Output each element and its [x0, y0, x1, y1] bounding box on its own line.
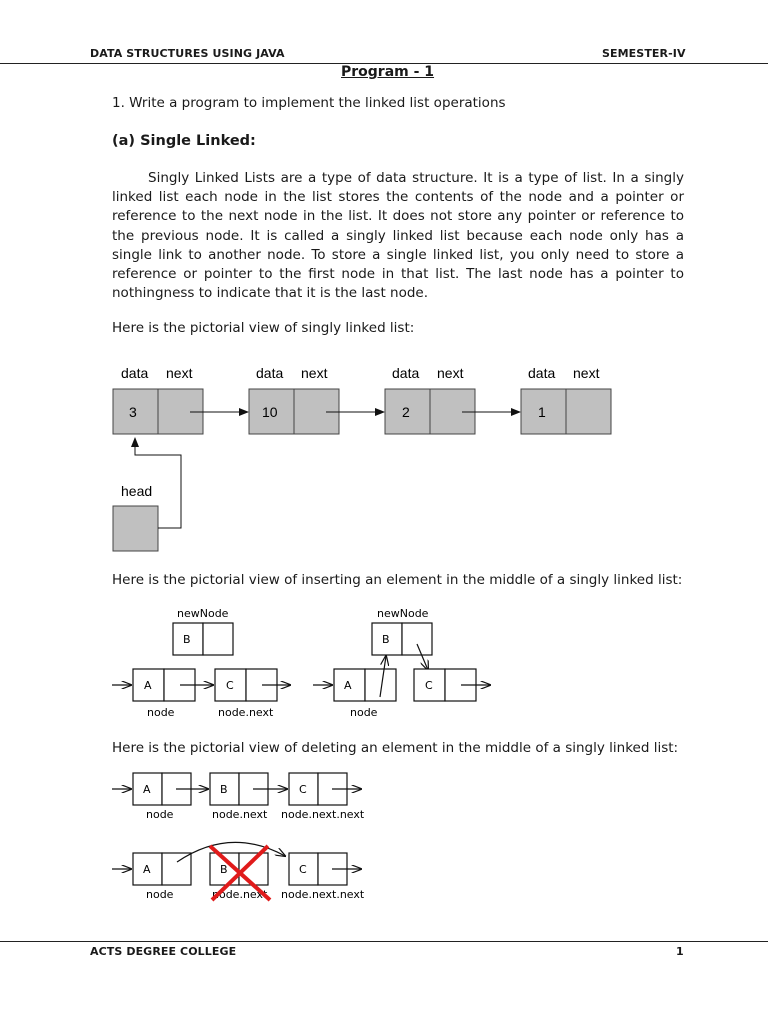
head-label: head — [121, 483, 153, 499]
next-label: next — [166, 365, 193, 381]
node-value-a: A — [143, 863, 151, 876]
page-number: 1 — [676, 945, 684, 958]
page-title: Program - 1 — [341, 64, 435, 80]
list-node-2 — [249, 365, 339, 434]
question-text: 1. Write a program to implement the linked list operations — [112, 95, 506, 111]
new-node-label: newNode — [377, 607, 429, 620]
node-value-b: B — [382, 633, 390, 646]
node-value-c: C — [299, 783, 307, 796]
node-value-a: A — [143, 783, 151, 796]
node-value-b: B — [220, 783, 228, 796]
data-label: data — [392, 365, 420, 381]
node-value-c: C — [226, 679, 234, 692]
node-value: 1 — [538, 404, 546, 420]
list-node-3 — [385, 365, 475, 434]
node-value-a: A — [144, 679, 152, 692]
header-right: SEMESTER-IV — [602, 47, 686, 60]
node-label: node — [146, 888, 174, 901]
node-value-c: C — [299, 863, 307, 876]
caption-singly: Here is the pictorial view of singly linked list: — [112, 320, 415, 336]
node-label: node — [146, 808, 174, 821]
caption-insert: Here is the pictorial view of inserting an element in the middle of a singly linked list: — [112, 572, 683, 588]
singly-linked-list-diagram — [100, 360, 630, 560]
delete-node-diagram — [100, 765, 380, 905]
node-value-a: A — [344, 679, 352, 692]
caption-delete: Here is the pictorial view of deleting an element in the middle of a singly linked list: — [112, 740, 679, 756]
node-value: 10 — [262, 404, 278, 420]
node-next-label: node.next — [218, 706, 274, 719]
list-node-1 — [113, 365, 203, 434]
section-subheading: (a) Single Linked: — [112, 133, 256, 149]
footer-left: ACTS DEGREE COLLEGE — [90, 945, 237, 958]
data-label: data — [528, 365, 556, 381]
node-value: 2 — [402, 404, 410, 420]
next-label: next — [301, 365, 328, 381]
header-left: DATA STRUCTURES USING JAVA — [90, 47, 285, 60]
node-value-b: B — [183, 633, 191, 646]
node-next-next-label: node.next.next — [281, 888, 365, 901]
data-label: data — [121, 365, 149, 381]
footer-rule — [0, 941, 768, 942]
node-value-c: C — [425, 679, 433, 692]
node-value: 3 — [129, 404, 137, 420]
node-label: node — [350, 706, 378, 719]
intro-paragraph: Singly Linked Lists are a type of data structure. It is a type of list. In a singly linked list each node in the list stores the contents of the node and a pointer or reference to the next node in the list. It does not store any pointer or reference to the previous node. It is called a singly linked list because each node only has a single link to another node. To store a single linked list, you only need to store a reference or pointer to the first node in that list. The last node has a pointer to nothingness to indicate that it is the last node. — [112, 170, 684, 302]
head-box — [113, 506, 158, 551]
insert-node-diagram — [100, 600, 500, 725]
next-label: next — [573, 365, 600, 381]
next-label: next — [437, 365, 464, 381]
new-node-label: newNode — [177, 607, 229, 620]
node-label: node — [147, 706, 175, 719]
node-value-b: B — [220, 863, 228, 876]
node-next-label: node.next — [212, 808, 268, 821]
data-label: data — [256, 365, 284, 381]
list-node-4 — [521, 365, 611, 434]
node-next-next-label: node.next.next — [281, 808, 365, 821]
node-next-label: node.next — [212, 888, 268, 901]
